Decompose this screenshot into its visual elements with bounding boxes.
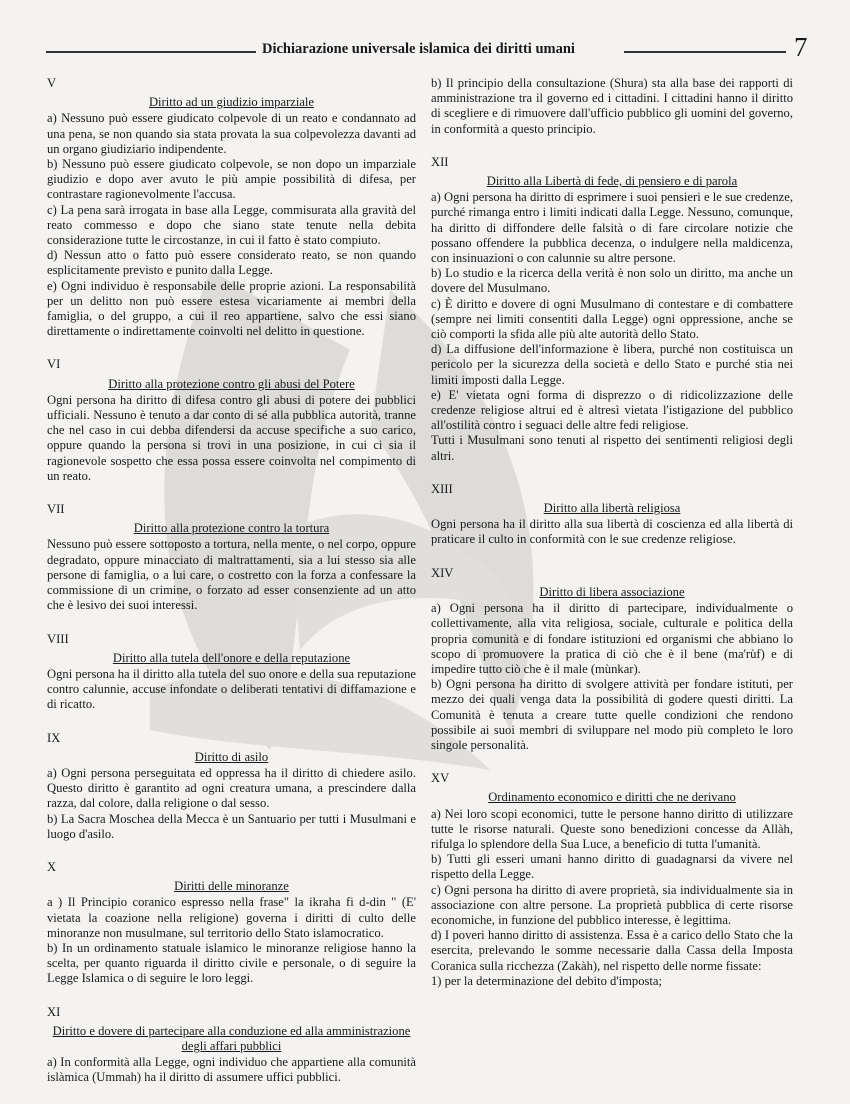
article-section: [431, 566, 793, 753]
article-paragraph: b) Ogni persona ha diritto di svolgere attività per fondare istituti, per mezzo dei quali venga data la possibilità di godere questi diritti. La Comunità è tenuta a creare tutte quelle condizioni che rendono possibile ai suoi membri di sviluppare nel modo più completo le loro singole personalità.: [431, 677, 793, 752]
article-section: [47, 502, 416, 613]
right-column: [431, 76, 793, 1007]
article-paragraph: Ogni persona ha il diritto alla tutela del suo onore e della sua reputazione contro calunnie, accuse infondate o deliberati tentativi di diffamazione e di ricatto.: [47, 666, 416, 712]
article-paragraph: d) La diffusione dell'informazione è libera, purché non costituisca un pericolo per la sicurezza della società e dello Stato e purché stia nei limiti imposti dalla Legge.: [431, 342, 793, 387]
article-paragraph: b) Tutti gli esseri umani hanno diritto di guadagnarsi da vivere nel rispetto della Legge.: [431, 852, 793, 882]
article-paragraph: a) In conformità alla Legge, ogni individuo che appartiene alla comunità islàmica (Ummah) ha il diritto di assumere uffici pubblici.: [47, 1055, 416, 1085]
article-section: [431, 76, 793, 137]
article-paragraph: Tutti i Musulmani sono tenuti al rispetto dei sentimenti religiosi degli altri.: [431, 433, 793, 463]
article-title: Diritto di asilo: [194, 749, 269, 764]
article-paragraph: Nessuno può essere sottoposto a tortura, nella mente, o nel corpo, oppure degradato, oppure minacciato di maltrattamenti, sia a lui stesso sia alle persone di famiglia, o a lui care, o costretto con la forza a confessare la commissione di un crimine, o forzato ad esser consenziente ad un atto che è lesivo dei suoi interessi.: [47, 537, 416, 613]
article-title: Ordinamento economico e diritti che ne derivano: [488, 790, 736, 805]
article-title: Diritto ad un giudizio imparziale: [148, 95, 315, 110]
article-paragraph: b) In un ordinamento statuale islamico le minoranze religiose hanno la scelta, per quanto riguarda il diritto civile e personale, o di seguire la Legge Islamica o di seguire le loro leggi.: [47, 940, 416, 986]
left-column: [47, 76, 416, 1104]
article-paragraph: c) È diritto e dovere di ogni Musulmano di contestare e di combattere (sempre nei limiti consentiti dalla Legge) ogni oppressione, anche se ciò comporti la sfida alle più alte autorità dello Stato.: [431, 296, 793, 342]
article-number: XII: [431, 154, 449, 169]
header-rule-right: [624, 51, 786, 53]
article-section: [431, 771, 793, 989]
article-number: VII: [47, 502, 65, 517]
article-paragraph: b) Lo studio e la ricerca della verità è non solo un diritto, ma anche un dovere del Musulmano.: [431, 266, 793, 296]
article-section: [431, 155, 793, 464]
article-paragraph: d) Nessun atto o fatto può essere considerato reato, se non quando esplicitamente previsto e punito dalla Legge.: [47, 248, 416, 278]
article-paragraph: a) Ogni persona ha il diritto di partecipare, individualmente o collettivamente, alla vita religiosa, sociale, culturale e politica della propria comunità e di fondare istituzioni ed organismi che abbiano lo scopo di promuovere la pratica di ciò che è il bene (ma'rùf) e di impedire tutto ciò che è il male (mùnkar).: [431, 601, 793, 676]
article-number: XV: [431, 771, 450, 786]
article-paragraph: c) Ogni persona ha diritto di avere proprietà, sia individualmente sia in associazione con altre persone. La proprietà pubblica di certe risorse economiche, in funzione del pubblico interesse, è legittima.: [431, 882, 793, 927]
article-paragraph: a) Ogni persona perseguitata ed oppressa ha il diritto di chiedere asilo. Questo diritto è garantito ad ogni creatura umana, a prescindere dalla razza, dal colore, dalla religione o dal sesso.: [47, 765, 416, 811]
article-number: V: [47, 76, 57, 90]
article-section: [47, 731, 416, 842]
article-paragraph: a) Ogni persona ha diritto di esprimere i suoi pensieri e le sue credenze, purché rimanga entro i limiti indicati dalla Legge. Nessuno, comunque, ha diritto di diffondere delle falsità o di fare circolare notizie che possano offendere la pubblica decenza, o indulgere nella maldicenza, con insinuazioni o con calunnie su altre persone.: [431, 190, 793, 266]
article-paragraph: Ogni persona ha diritto di difesa contro gli abusi di potere dei pubblici ufficiali. Nessuno è tenuto a dar conto di sé alla pubblica autorità, tranne che nel caso in cui debba difendersi da accuse specifiche a suo carico, oppure quando la persona si trovi in una posizione, in cui ci sia il ragionevole sospetto che essa possa essere coinvolta nel compimento di un reato.: [47, 392, 416, 483]
article-title: Diritto alla protezione contro la tortura: [133, 521, 330, 536]
article-title: Diritto e dovere di partecipare alla conduzione ed alla amministrazione degli affari pubblici: [52, 1023, 411, 1053]
article-section: [47, 1005, 416, 1086]
article-title: Diritto alla libertà religiosa: [543, 501, 681, 516]
article-section: [47, 632, 416, 713]
article-paragraph: e) E' vietata ogni forma di disprezzo o di ridicolizzazione delle credenze religiose altrui ed è altresì vietata l'istigazione del pubblico all'ostilità contro i seguaci delle altre fedi religiose.: [431, 387, 793, 433]
header-rule-left: [46, 51, 256, 53]
article-paragraph: a) Nei loro scopi economici, tutte le persone hanno diritto di utilizzare tutte le risorse naturali. Queste sono benedizioni concesse da Allàh, rifulga lo splendore della Sua Luce, a beneficio di tutta l'umanità.: [431, 806, 793, 851]
article-paragraph: b) Nessuno può essere giudicato colpevole, se non dopo un imparziale giudizio e dopo aver avuto le più ampie possibilità di difesa, per contrastare ragionevolmente l'accusa.: [47, 157, 416, 202]
article-number: VI: [47, 357, 61, 372]
article-title: Diritto alla protezione contro gli abusi del Potere: [108, 376, 355, 391]
article-number: XI: [47, 1004, 61, 1019]
article-title: Diritti delle minoranze: [174, 879, 289, 894]
article-number: IX: [47, 730, 61, 745]
article-number: X: [47, 859, 57, 874]
article-title: Diritto alla Libertà di fede, di pensiero e di parola: [486, 174, 738, 189]
article-paragraph: b) La Sacra Moschea della Mecca è un Santuario per tutti i Musulmani e luogo d'asilo.: [47, 811, 416, 841]
article-section: [47, 860, 416, 987]
article-number: XIV: [431, 565, 454, 580]
article-number: VIII: [47, 631, 69, 646]
article-number: XIII: [431, 481, 453, 496]
header-title: Dichiarazione universale islamica dei diritti umani: [262, 41, 575, 57]
article-section: [47, 357, 416, 484]
article-paragraph: a) Nessuno può essere giudicato colpevole di un reato e condannato ad una pena, se non quando sia stata provata la sua colpevolezza davanti ad un organo giudiziario indipendente.: [47, 111, 416, 156]
article-section: [47, 76, 416, 339]
article-paragraph: b) Il principio della consultazione (Shura) sta alla base dei rapporti di amministrazione tra il governo ed i cittadini. I cittadini hanno il diritto di scegliere e di rimuovere dall'ufficio pubblico gli uomini del governo, in conformità a questo principio.: [431, 76, 793, 136]
article-paragraph: Ogni persona ha il diritto alla sua libertà di coscienza ed alla libertà di praticare il culto in conformità con le sue credenze religiose.: [431, 517, 793, 547]
article-section: [431, 482, 793, 548]
page-header: [46, 32, 808, 66]
article-paragraph: c) La pena sarà irrogata in base alla Legge, commisurata alla gravità del reato commesso e dopo che siano state tenute nella debita considerazione tutte le circostanze, in cui il fatto è stato compiuto.: [47, 202, 416, 248]
article-paragraph: 1) per la determinazione del debito d'imposta;: [431, 973, 662, 988]
article-title: Diritto di libera associazione: [539, 584, 685, 599]
article-paragraph: d) I poveri hanno diritto di assistenza. Essa è a carico dello Stato che la esercita, prelevando le somme necessarie dalla Cassa della Imposta Coranica sulla ricchezza (Zakàh), nel rispetto delle norme fissate:: [431, 928, 793, 973]
article-title: Diritto alla tutela dell'onore e della reputazione: [112, 650, 351, 665]
article-paragraph: a ) Il Principio coranico espresso nella frase" la ikraha fi d-din " (E' vietata la coazione nella religione) governa i diritti di culto delle minoranze non musulmane, sul territorio dello Stato islamocratico.: [47, 895, 416, 940]
page-number: 7: [794, 32, 808, 62]
article-paragraph: e) Ogni individuo è responsabile delle proprie azioni. La responsabilità per un delitto non può essere estesa vicariamente ai membri della famiglia, o del gruppo, a cui il reo appartiene, salvo che essi siano direttamente o indirettamente coinvolti nel delitto in questione.: [47, 278, 416, 339]
